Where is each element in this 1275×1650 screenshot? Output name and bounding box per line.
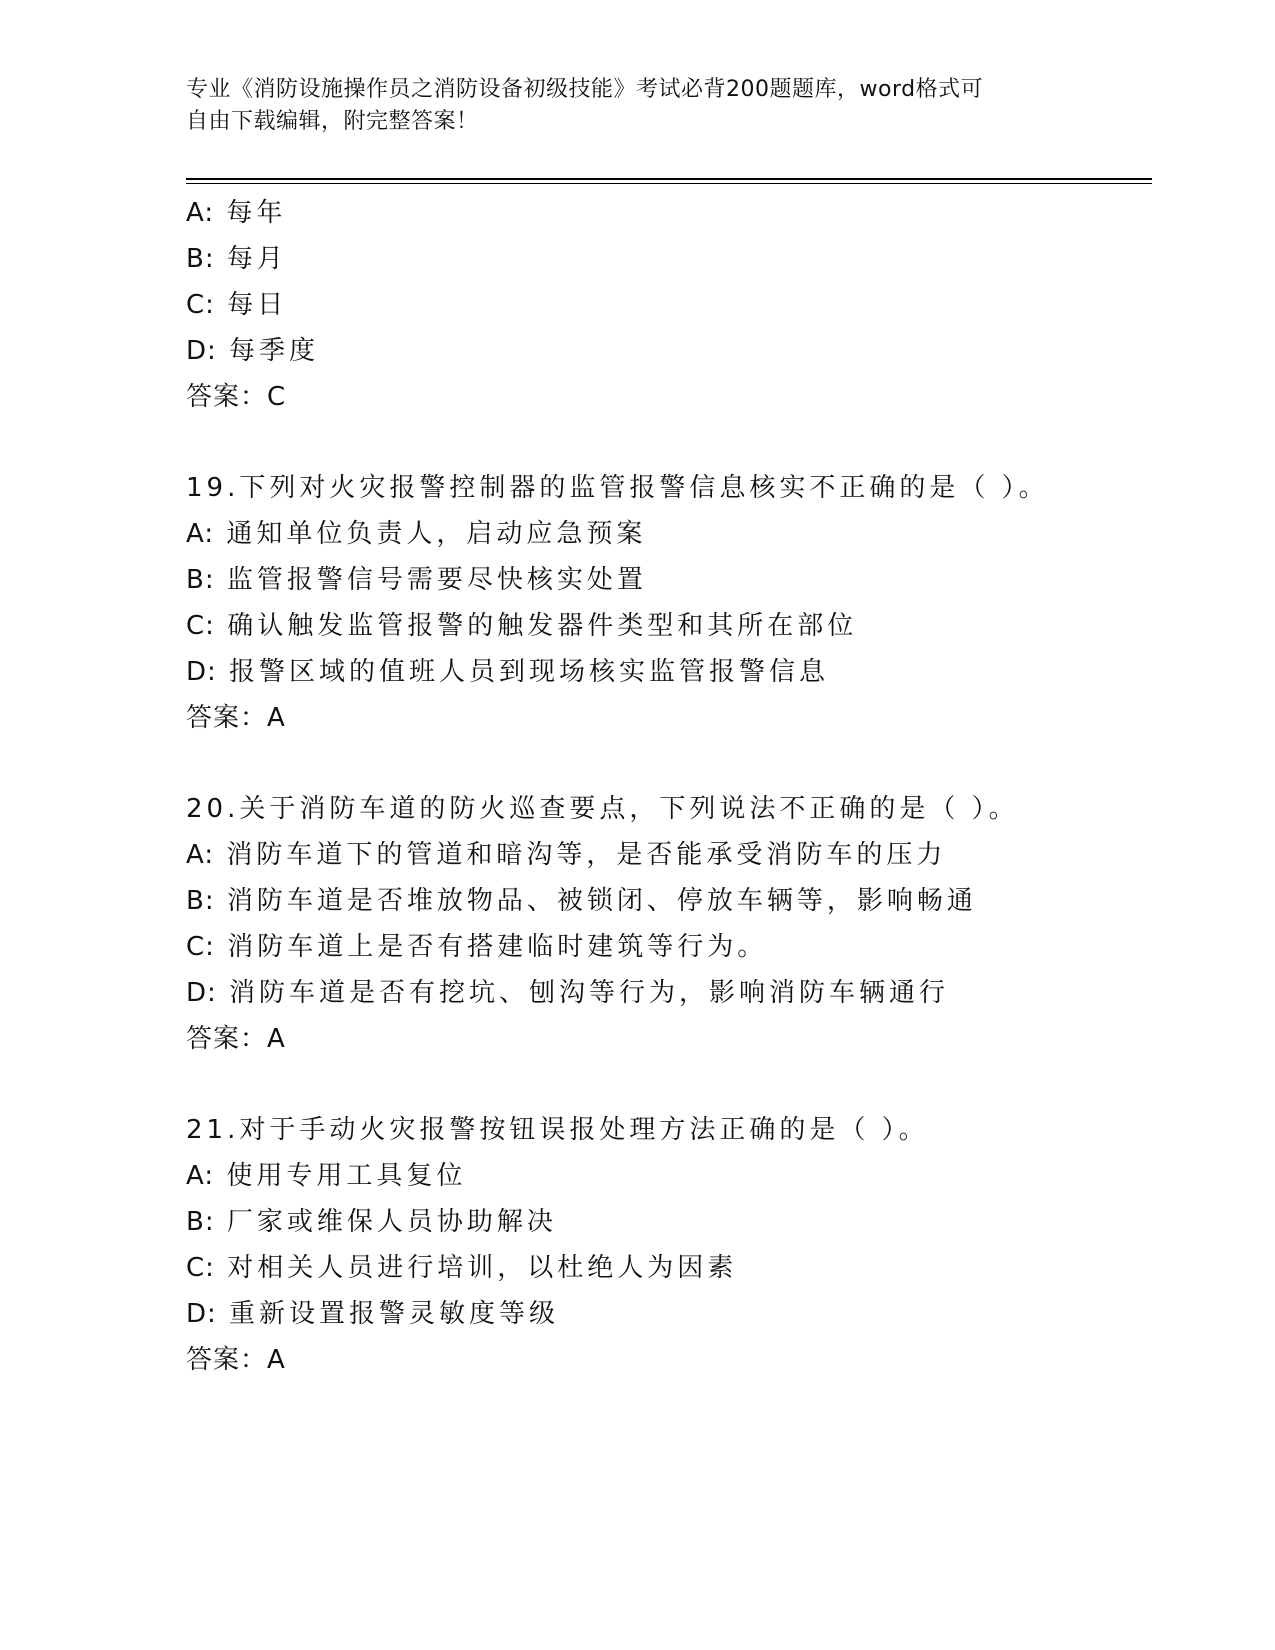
option-letter: D:: [186, 336, 217, 366]
document-header: [186, 74, 1066, 138]
option-letter: D:: [186, 978, 217, 1008]
option-d: [186, 328, 1152, 374]
option-b: [186, 878, 1152, 924]
question-18-continued: [186, 190, 1152, 420]
header-line-2: 自由下载编辑，附完整答案！: [186, 109, 479, 134]
option-b: [186, 557, 1152, 603]
option-b: [186, 1199, 1152, 1245]
option-text: 每日: [227, 290, 288, 320]
option-b: [186, 236, 1152, 282]
option-letter: A:: [186, 519, 215, 549]
option-c: [186, 924, 1152, 970]
option-c: [186, 282, 1152, 328]
option-letter: B:: [186, 565, 215, 595]
option-a: [186, 832, 1152, 878]
option-c: [186, 603, 1152, 649]
option-letter: B:: [186, 244, 215, 274]
header-divider-thick: [186, 178, 1152, 180]
option-text: 每月: [226, 244, 287, 274]
question-20: [186, 786, 1152, 1062]
answer-line: 答案：A: [186, 1024, 286, 1054]
option-text: 每季度: [229, 336, 320, 366]
question-stem: 20.关于消防车道的防火巡查要点，下列说法不正确的是（ ）。: [186, 794, 1019, 824]
option-a: [186, 190, 1152, 236]
option-text: 通知单位负责人，启动应急预案: [226, 519, 647, 549]
question-stem: 19.下列对火灾报警控制器的监管报警信息核实不正确的是（ ）。: [186, 473, 1049, 503]
option-letter: A:: [186, 198, 215, 228]
option-a: [186, 1153, 1152, 1199]
question-list: [186, 190, 1152, 1383]
option-text: 使用专用工具复位: [226, 1161, 467, 1191]
question-21: [186, 1107, 1152, 1383]
option-letter: C:: [186, 1253, 215, 1283]
question-stem: 21.对于手动火灾报警按钮误报处理方法正确的是（ ）。: [186, 1115, 929, 1145]
option-text: 厂家或维保人员协助解决: [226, 1207, 557, 1237]
option-text: 重新设置报警灵敏度等级: [229, 1299, 560, 1329]
answer-line: 答案：A: [186, 703, 286, 733]
option-letter: C:: [186, 611, 215, 641]
header-line-1: 专业《消防设施操作员之消防设备初级技能》考试必背200题题库，word格式可: [186, 77, 984, 102]
option-letter: A:: [186, 840, 215, 870]
option-letter: B:: [186, 1207, 215, 1237]
option-letter: D:: [186, 657, 217, 687]
option-text: 对相关人员进行培训，以杜绝人为因素: [227, 1253, 738, 1283]
option-d: [186, 970, 1152, 1016]
answer-line: 答案：C: [186, 382, 287, 412]
option-text: 报警区域的值班人员到现场核实监管报警信息: [229, 657, 830, 687]
option-text: 消防车道上是否有搭建临时建筑等行为。: [227, 932, 768, 962]
option-letter: A:: [186, 1161, 215, 1191]
option-a: [186, 511, 1152, 557]
header-divider-thin: [186, 183, 1152, 184]
option-text: 确认触发监管报警的触发器件类型和其所在部位: [227, 611, 858, 641]
option-d: [186, 1291, 1152, 1337]
option-text: 每年: [226, 198, 287, 228]
option-letter: B:: [186, 886, 215, 916]
option-text: 消防车道是否有挖坑、刨沟等行为，影响消防车辆通行: [229, 978, 950, 1008]
question-19: [186, 465, 1152, 741]
option-text: 消防车道下的管道和暗沟等，是否能承受消防车的压力: [226, 840, 947, 870]
option-d: [186, 649, 1152, 695]
option-text: 监管报警信号需要尽快核实处置: [226, 565, 647, 595]
option-letter: D:: [186, 1299, 217, 1329]
option-letter: C:: [186, 290, 215, 320]
option-text: 消防车道是否堆放物品、被锁闭、停放车辆等，影响畅通: [226, 886, 977, 916]
option-letter: C:: [186, 932, 215, 962]
answer-line: 答案：A: [186, 1345, 286, 1375]
option-c: [186, 1245, 1152, 1291]
